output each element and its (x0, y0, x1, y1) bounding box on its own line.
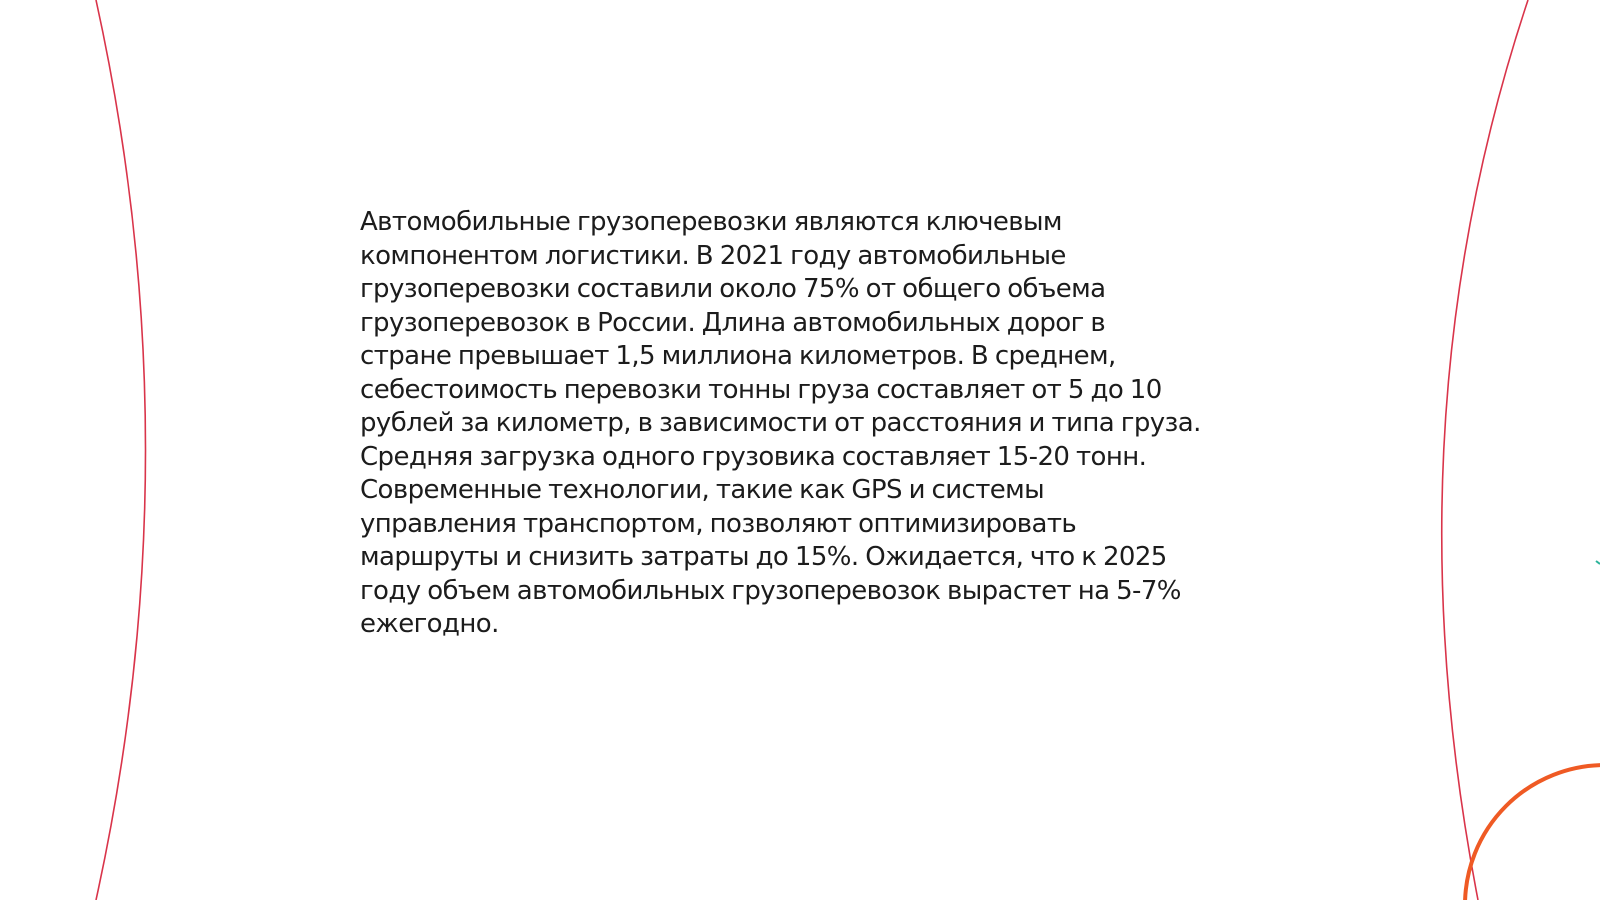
text-line: Автомобильные грузоперевозки являются ключевым (360, 207, 1062, 237)
text-line: себестоимость перевозки тонны груза составляет от 5 до 10 (360, 374, 1162, 405)
text-line: Средняя загрузка одного грузовика составляет 15-20 тонн. (360, 441, 1147, 472)
text-line: грузоперевозок в России. Длина автомобильных дорог в (360, 307, 1106, 338)
text-line: маршруты и снизить затраты до 15%. Ожидается, что к 2025 (360, 542, 1167, 572)
accent-green-mark (1596, 561, 1600, 564)
text-line: рублей за километр, в зависимости от расстояния и типа груза. (360, 408, 1201, 438)
body-text (360, 206, 1260, 642)
text-line: Современные технологии, такие как GPS и системы (360, 475, 1045, 505)
text-line: году объем автомобильных грузоперевозок вырастет на 5-7% (360, 575, 1181, 606)
left-curve-line (96, 0, 146, 900)
right-curve-line (1442, 0, 1528, 900)
text-line: грузоперевозки составили около 75% от общего объема (360, 274, 1106, 304)
text-line: управления транспортом, позволяют оптимизировать (360, 508, 1077, 539)
accent-circle (1465, 765, 1600, 900)
text-line: компонентом логистики. В 2021 году автомобильные (360, 240, 1066, 271)
text-line: стране превышает 1,5 миллиона километров. В среднем, (360, 341, 1116, 371)
text-line: ежегодно. (360, 609, 499, 639)
